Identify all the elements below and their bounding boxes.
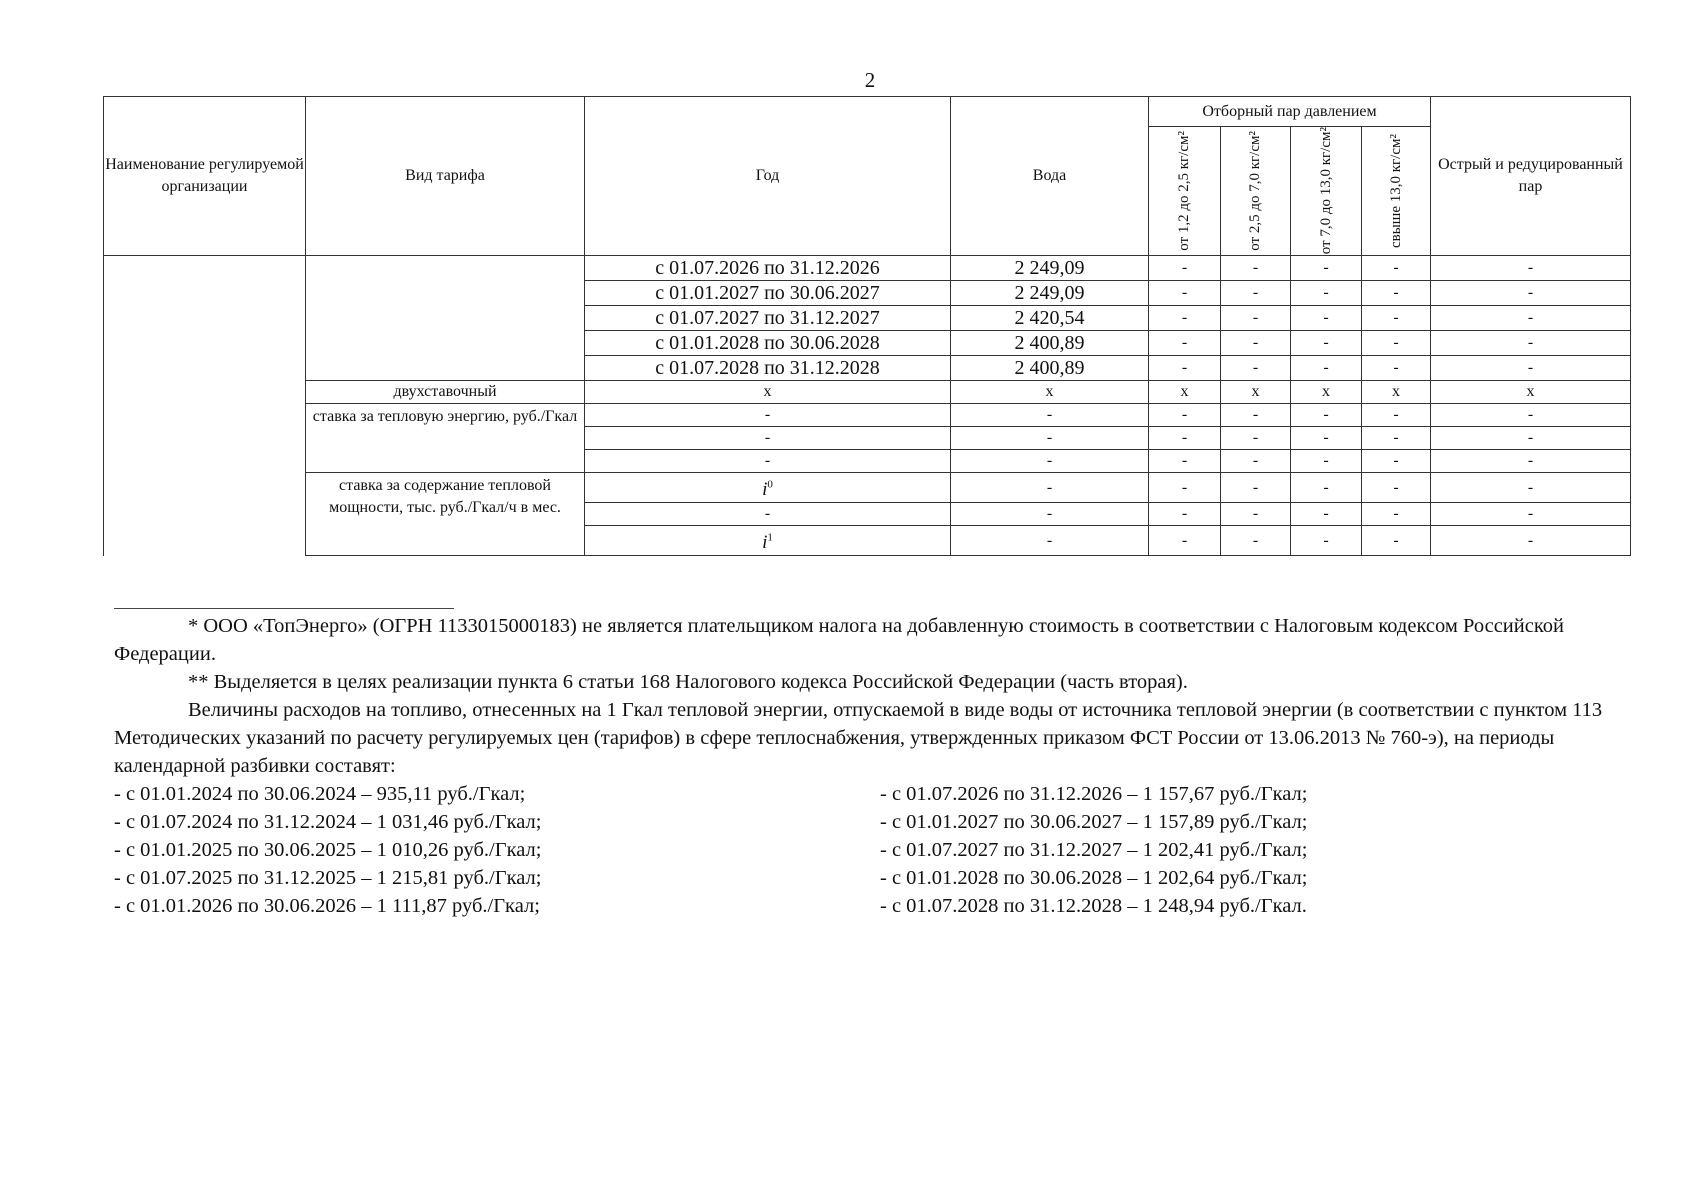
org-cell [104,256,306,556]
dash-cell: - [1149,427,1221,450]
steam-cell: - [1221,256,1291,281]
water-cell: 2 400,89 [951,356,1149,381]
year-cell: с 01.07.2027 по 31.12.2027 [585,306,951,331]
dash-cell: - [1291,450,1362,473]
index-i1: $i^1$ [585,526,951,556]
steam-cell: - [1221,331,1291,356]
dash-cell: - [951,526,1149,556]
table-row [104,473,1631,503]
dash-cell: - [1221,404,1291,427]
header-sharp-steam: Острый и редуцированный пар [1431,97,1631,256]
dash-cell: - [585,503,951,526]
footnote-tax: ** Выделяется в целях реализации пункта 6 статьи 168 Налогового кодекса Российской Федерации (часть вторая). [188,671,1188,693]
notes-block [114,612,1614,920]
sharp-cell: - [1431,281,1631,306]
year-cell: с 01.07.2026 по 31.12.2026 [585,256,951,281]
footnote-divider [114,608,454,609]
water-cell: 2 249,09 [951,256,1149,281]
periods-right [880,780,1614,920]
dash-cell: - [1431,503,1631,526]
period-item: - с 01.07.2024 по 31.12.2024 – 1 031,46 руб./Гкал; [114,811,542,833]
dash-cell: - [1362,503,1431,526]
dash-cell: - [1221,503,1291,526]
dash-cell: - [1291,473,1362,503]
x-mark: х [1291,381,1362,404]
steam-cell: - [1291,306,1362,331]
table-row [104,256,1631,281]
dash-cell: - [1149,526,1221,556]
steam-cell: - [1221,306,1291,331]
energy-rate-label: ставка за тепловую энергию, руб./Гкал [306,404,585,473]
header-year: Год [585,97,951,256]
dash-cell: - [1149,503,1221,526]
steam-cell: - [1291,356,1362,381]
dash-cell: - [1362,473,1431,503]
header-org: Наименование регулируемой организации [104,97,306,256]
x-mark: х [1431,381,1631,404]
steam-cell: - [1149,356,1221,381]
period-item: - с 01.07.2025 по 31.12.2025 – 1 215,81 руб./Гкал; [114,867,542,889]
footnote-vat: * ООО «ТопЭнерго» (ОГРН 1133015000183) не является плательщиком налога на добавленную стоимость в соответствии с Налоговым кодексом Российской Федерации. [114,615,1564,665]
dash-cell: - [1362,526,1431,556]
dash-cell: - [951,473,1149,503]
year-cell: с 01.07.2028 по 31.12.2028 [585,356,951,381]
dash-cell: - [1291,404,1362,427]
steam-cell: - [1362,281,1431,306]
water-cell: 2 249,09 [951,281,1149,306]
dash-cell: - [1431,526,1631,556]
header-steam-group: Отборный пар давлением [1149,97,1431,127]
period-item: - с 01.01.2025 по 30.06.2025 – 1 010,26 руб./Гкал; [114,839,542,861]
steam-cell: - [1291,256,1362,281]
period-item: - с 01.07.2026 по 31.12.2026 – 1 157,67 руб./Гкал; [880,783,1308,805]
steam-cell: - [1149,281,1221,306]
x-mark: х [1149,381,1221,404]
dash-cell: - [1221,526,1291,556]
dash-cell: - [951,427,1149,450]
x-mark: х [1362,381,1431,404]
dash-cell: - [1149,404,1221,427]
dash-cell: - [1291,503,1362,526]
year-cell: с 01.01.2028 по 30.06.2028 [585,331,951,356]
header-steam-2: от 2,5 до 7,0 кг/см² [1221,127,1291,256]
dash-cell: - [1221,473,1291,503]
year-cell: с 01.01.2027 по 30.06.2027 [585,281,951,306]
tariff-table [103,96,1631,556]
steam-cell: - [1362,356,1431,381]
header-steam-3: от 7,0 до 13,0 кг/см² [1291,127,1362,256]
steam-cell: - [1362,331,1431,356]
dash-cell: - [1431,427,1631,450]
steam-cell: - [1362,306,1431,331]
steam-cell: - [1149,331,1221,356]
period-item: - с 01.07.2028 по 31.12.2028 – 1 248,94 руб./Гкал. [880,895,1307,917]
x-mark: х [1221,381,1291,404]
dash-cell: - [585,404,951,427]
sharp-cell: - [1431,356,1631,381]
period-item: - с 01.01.2027 по 30.06.2027 – 1 157,89 руб./Гкал; [880,811,1308,833]
page-number: 2 [864,68,876,92]
water-cell: 2 420,54 [951,306,1149,331]
tariff-type-cell [306,256,585,381]
dash-cell: - [585,427,951,450]
period-item: - с 01.01.2026 по 30.06.2026 – 1 111,87 руб./Гкал; [114,895,540,917]
water-cell: 2 400,89 [951,331,1149,356]
dash-cell: - [1221,450,1291,473]
header-water: Вода [951,97,1149,256]
period-item: - с 01.01.2024 по 30.06.2024 – 935,11 руб./Гкал; [114,783,526,805]
dash-cell: - [1431,450,1631,473]
fuel-cost-paragraph: Величины расходов на топливо, отнесенных на 1 Гкал тепловой энергии, отпускаемой в виде воды от источника тепловой энергии (в соответствии с пунктом 113 Методических указаний по расчету регулируемых цен (тарифов) в сфере теплоснабжения, утвержденных приказом ФСТ России от 13.06.2013 № 760-э), на периоды календарной разбивки составят: [114,699,1603,777]
dash-cell: - [951,450,1149,473]
dash-cell: - [1291,526,1362,556]
dash-cell: - [1362,427,1431,450]
sharp-cell: - [1431,306,1631,331]
dash-cell: - [951,404,1149,427]
header-steam-4: свыше 13,0 кг/см² [1362,127,1431,256]
x-mark: х [951,381,1149,404]
steam-cell: - [1149,306,1221,331]
dash-cell: - [1362,404,1431,427]
steam-cell: - [1362,256,1431,281]
dash-cell: - [1431,473,1631,503]
dash-cell: - [1221,427,1291,450]
header-tariff-type: Вид тарифа [306,97,585,256]
two-rate-label: двухставочный [306,381,585,404]
dash-cell: - [585,450,951,473]
table-row [104,404,1631,427]
dash-cell: - [1362,450,1431,473]
dash-cell: - [1291,427,1362,450]
sharp-cell: - [1431,331,1631,356]
period-item: - с 01.07.2027 по 31.12.2027 – 1 202,41 руб./Гкал; [880,839,1308,861]
dash-cell: - [1149,450,1221,473]
dash-cell: - [1431,404,1631,427]
sharp-cell: - [1431,256,1631,281]
steam-cell: - [1149,256,1221,281]
periods-left [114,780,880,920]
steam-cell: - [1221,356,1291,381]
capacity-rate-label: ставка за содержание тепловой мощности, тыс. руб./Гкал/ч в мес. [306,473,585,556]
index-i0: $i^0$ [585,473,951,503]
period-item: - с 01.01.2028 по 30.06.2028 – 1 202,64 руб./Гкал; [880,867,1308,889]
dash-cell: - [951,503,1149,526]
steam-cell: - [1291,281,1362,306]
steam-cell: - [1221,281,1291,306]
table-row [104,381,1631,404]
header-steam-1: от 1,2 до 2,5 кг/см² [1149,127,1221,256]
dash-cell: - [1149,473,1221,503]
x-mark: х [585,381,951,404]
periods-columns [114,780,1614,920]
steam-cell: - [1291,331,1362,356]
